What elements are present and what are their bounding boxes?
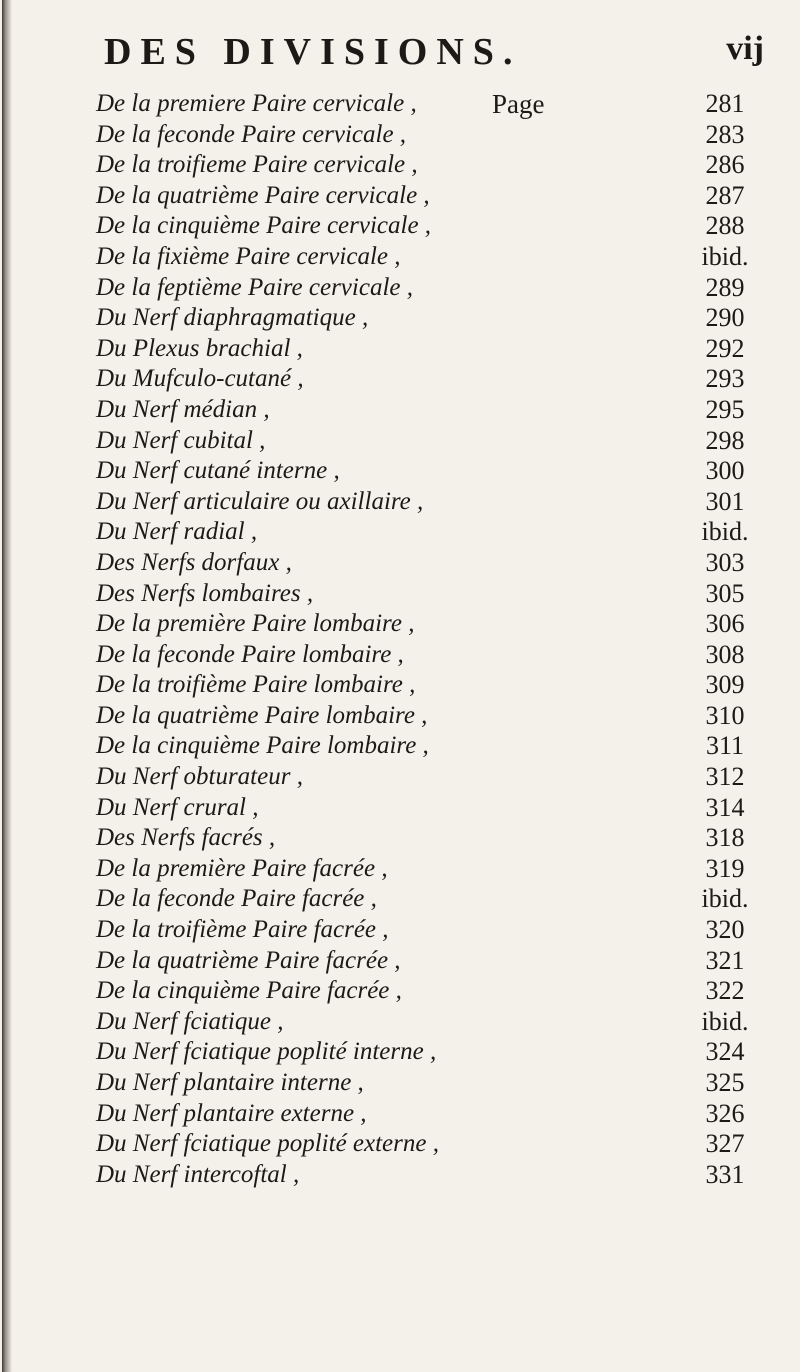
toc-entry-page: 298: [705, 425, 745, 455]
toc-entry-page: ibid.: [701, 241, 749, 271]
toc-entry-title: De la troifième Paire facrée ,: [96, 916, 389, 944]
toc-entry-title: Du Mufculo-cutané ,: [96, 365, 304, 393]
toc-entry: [96, 884, 770, 915]
toc-entry-page: 319: [705, 853, 745, 883]
toc-entry-title: Du Nerf obturateur ,: [96, 763, 303, 791]
toc-entry-page: 331: [705, 1159, 745, 1189]
toc-entry: [96, 915, 770, 946]
toc-entry: [96, 487, 770, 518]
toc-entry: [96, 731, 770, 762]
toc-entry-page: 308: [705, 639, 745, 669]
toc-entry: [96, 395, 770, 426]
toc-entry-page: 312: [705, 762, 745, 792]
toc-entry-page: 292: [705, 333, 745, 363]
toc-entry: [96, 150, 770, 181]
toc-entry-title: Du Plexus brachial ,: [96, 334, 303, 362]
toc-entry-title: De la feptième Paire cervicale ,: [96, 273, 413, 301]
toc-entry-page: ibid.: [701, 1006, 749, 1036]
toc-entry-page: 306: [705, 609, 745, 639]
toc-entry-page: 325: [705, 1068, 745, 1097]
toc-entry-title: Du Nerf radial ,: [96, 518, 258, 546]
toc-entry-title: De la troifième Paire lombaire ,: [96, 671, 416, 699]
toc-entry-title: De la cinquième Paire cervicale ,: [96, 212, 432, 240]
toc-entry: [96, 640, 770, 671]
toc-entry-title: Des Nerfs dorfaux ,: [96, 548, 292, 576]
toc-entry-title: Du Nerf cubital ,: [96, 426, 266, 454]
toc-entry-page: 281: [705, 89, 745, 118]
toc-entry-title: De la feconde Paire cervicale ,: [96, 120, 407, 148]
toc-entry-title: De la troifieme Paire cervicale ,: [96, 151, 418, 179]
toc-entry-page: 322: [705, 976, 745, 1006]
table-of-contents: [96, 89, 770, 1190]
toc-entry-title: Du Nerf intercoftal ,: [96, 1160, 300, 1188]
toc-entry: [96, 426, 770, 457]
toc-entry-page: 288: [705, 211, 745, 241]
toc-entry: [96, 823, 770, 854]
toc-entry: [96, 120, 770, 151]
toc-entry: [96, 701, 770, 732]
toc-entry-title: De la première Paire facrée ,: [96, 854, 388, 882]
toc-entry-page: 287: [705, 180, 745, 210]
toc-entry: [96, 1068, 770, 1099]
toc-entry: [96, 89, 770, 120]
toc-entry: [96, 334, 770, 365]
page-binding-edge: [2, 0, 12, 1372]
toc-entry: [96, 1099, 770, 1130]
toc-entry-title: Du Nerf médian ,: [96, 395, 270, 423]
toc-entry-page: ibid.: [701, 517, 749, 547]
toc-entry-title: Des Nerfs lombaires ,: [96, 579, 314, 607]
toc-entry-page: 303: [705, 547, 745, 577]
toc-entry-page: 293: [705, 364, 745, 394]
toc-entry-page: 286: [705, 150, 745, 180]
toc-entry-title: Du Nerf diaphragmatique ,: [96, 304, 369, 332]
toc-entry-page: 321: [705, 945, 745, 975]
toc-entry-page: 289: [705, 272, 745, 302]
toc-entry: [96, 364, 770, 395]
toc-entry-page: 324: [705, 1037, 745, 1067]
toc-entry-page: 327: [705, 1129, 745, 1159]
toc-entry-page: 309: [705, 670, 745, 700]
toc-entry-page: 305: [705, 578, 745, 608]
toc-entry: [96, 273, 770, 304]
toc-entry-page: 290: [705, 303, 745, 333]
toc-entry-title: Du Nerf crural ,: [96, 793, 259, 821]
toc-entry: [96, 946, 770, 977]
toc-entry-page: ibid.: [701, 884, 749, 914]
toc-entry: [96, 1037, 770, 1068]
toc-entry-title: De la quatrième Paire lombaire ,: [96, 701, 428, 729]
toc-entry: [96, 456, 770, 487]
toc-entry: [96, 579, 770, 610]
toc-entry-page: 301: [705, 486, 745, 516]
toc-entry-page: 326: [705, 1098, 745, 1128]
toc-entry-title: De la quatrième Paire cervicale ,: [96, 181, 430, 209]
toc-entry: [96, 1160, 770, 1191]
toc-entry-title: Du Nerf fciatique poplité interne ,: [96, 1038, 437, 1066]
toc-entry-title: Des Nerfs facrés ,: [96, 824, 276, 852]
toc-entry: [96, 793, 770, 824]
toc-entry-page: 310: [705, 700, 745, 730]
toc-entry-title: De la quatrième Paire facrée ,: [96, 946, 401, 974]
toc-entry: [96, 548, 770, 579]
toc-entry: [96, 1007, 770, 1038]
toc-entry: [96, 609, 770, 640]
toc-entry-page: 283: [705, 119, 745, 149]
toc-entry-title: Du Nerf articulaire ou axillaire ,: [96, 487, 424, 515]
toc-entry-title: Du Nerf cutané interne ,: [96, 457, 340, 485]
toc-entry-title: Du Nerf fciatique ,: [96, 1007, 284, 1035]
toc-entry-page: 295: [705, 394, 745, 424]
toc-entry-page: 314: [705, 792, 745, 822]
toc-entry-page: 318: [705, 823, 745, 853]
toc-entry-title: De la cinquième Paire lombaire ,: [96, 732, 429, 760]
toc-entry: [96, 1129, 770, 1160]
toc-entry-title: De la feconde Paire facrée ,: [96, 885, 377, 913]
page-header: [104, 30, 764, 80]
toc-entry-page: 300: [705, 456, 745, 486]
toc-entry-title: Du Nerf plantaire externe ,: [96, 1099, 367, 1127]
toc-entry: [96, 517, 770, 548]
toc-entry: [96, 242, 770, 273]
page-column-label: Page: [492, 89, 545, 119]
toc-entry-title: De la fixième Paire cervicale ,: [96, 242, 401, 270]
toc-entry: [96, 670, 770, 701]
toc-entry-page: 311: [705, 731, 745, 761]
toc-entry: [96, 303, 770, 334]
toc-entry-title: De la feconde Paire lombaire ,: [96, 640, 404, 668]
toc-entry: [96, 181, 770, 212]
toc-entry-title: De la premiere Paire cervicale ,: [96, 90, 417, 117]
toc-entry-title: Du Nerf plantaire interne ,: [96, 1069, 364, 1096]
page-folio: vij: [726, 30, 764, 67]
toc-entry-title: De la première Paire lombaire ,: [96, 610, 415, 638]
toc-entry: [96, 211, 770, 242]
toc-entry: [96, 976, 770, 1007]
toc-entry-title: Du Nerf fciatique poplité externe ,: [96, 1130, 439, 1158]
toc-entry-title: De la cinquième Paire facrée ,: [96, 977, 402, 1005]
running-title: DES DIVISIONS.: [104, 31, 522, 73]
toc-entry: [96, 762, 770, 793]
toc-entry-page: 320: [705, 915, 745, 945]
toc-entry: [96, 854, 770, 885]
